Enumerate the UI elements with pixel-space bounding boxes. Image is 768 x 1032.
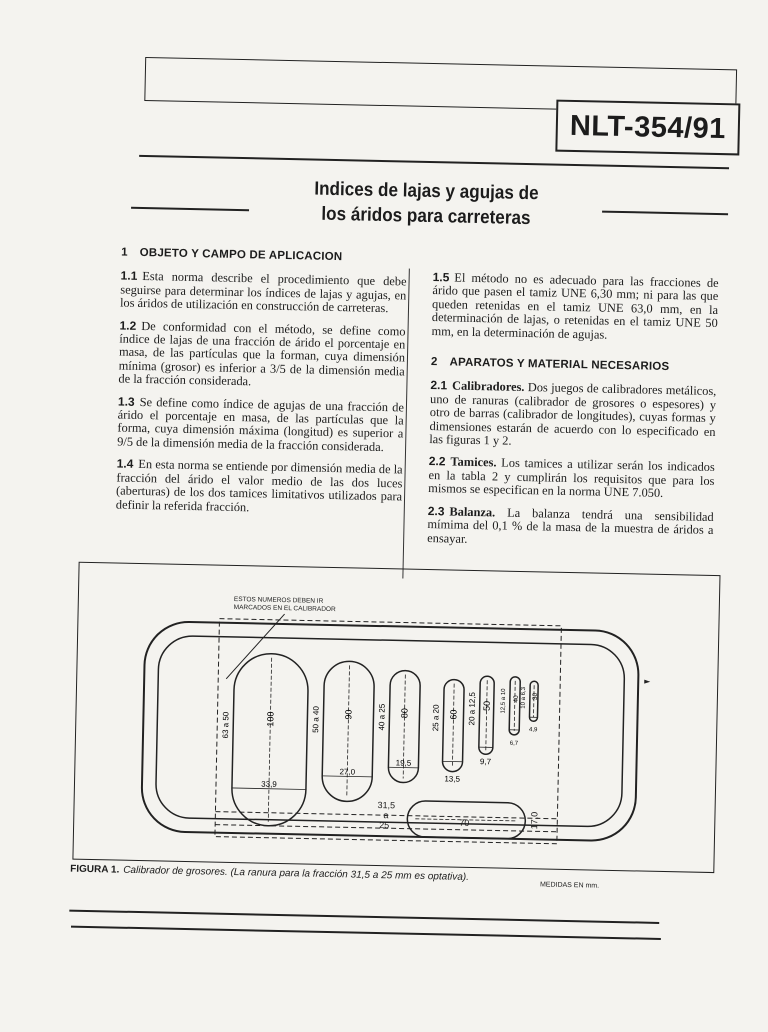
slot-length-label-3: 80 bbox=[399, 708, 409, 718]
paragraph-2-2: 2.2 Tamices. Los tamices a utilizar serán los indicados en la tabla 2 y cumplirán los requisitos que para los mismos se especifican en la norma UNE 7.050. bbox=[428, 455, 715, 501]
section-2-heading: 2 APARATOS Y MATERIAL NECESARIOS bbox=[431, 356, 717, 375]
title-rule-left bbox=[131, 207, 249, 211]
paragraph-1-5: 1.5 El método no es adecuado para las fracciones de árido que pasen el tamiz UNE 6,30 mm; ni para las que queden retenidas en el tamiz UNE 63,0 mm, en la determinación de lajas, o retenidas en el tamiz UNE 50 mm, en la determinación de agujas. bbox=[431, 271, 718, 344]
slot-width-label-1: 33,9 bbox=[261, 780, 277, 789]
slot-width-label-6: 6,7 bbox=[510, 741, 519, 747]
document-code-box bbox=[555, 100, 740, 156]
figure-1-drawing bbox=[74, 564, 716, 869]
slot-width-label-2: 27,0 bbox=[339, 767, 355, 776]
units-note: MEDIDAS EN mm. bbox=[540, 881, 599, 889]
slot-width-label-5: 9,7 bbox=[480, 757, 492, 766]
optional-range-a: 31,5 bbox=[378, 800, 396, 810]
title-rule-right bbox=[602, 211, 728, 215]
caption-text: Calibrador de grosores. (La ranura para la fracción 31,5 a 25 mm es optativa). bbox=[123, 865, 469, 883]
slot-range-label-3: 40 a 25 bbox=[377, 703, 387, 730]
slot-range-label-5: 20 a 12,5 bbox=[467, 691, 477, 725]
optional-range-b: a bbox=[383, 810, 388, 820]
title-rule-top bbox=[139, 155, 729, 169]
figure-note-line-1: ESTOS NUMEROS DEBEN IR bbox=[234, 596, 324, 605]
paragraph-2-3: 2.3 Balanza. La balanza tendrá una sensibilidad mímima del 0,1 % de la masa de la muestra de áridos a ensayar. bbox=[427, 505, 714, 551]
document-code: NLT-354/91 bbox=[570, 109, 727, 145]
slot-length-label-4: 60 bbox=[448, 709, 458, 719]
slot-range-label-1: 63 a 50 bbox=[221, 711, 231, 738]
bottom-rule-2 bbox=[71, 926, 661, 940]
slot-width-label-7: 4,9 bbox=[529, 727, 538, 733]
slot-4 bbox=[442, 679, 464, 771]
slot-range-label-2: 50 a 40 bbox=[311, 706, 321, 733]
right-column bbox=[427, 271, 719, 560]
left-column bbox=[116, 247, 408, 527]
paragraph-1-1: 1.1 Esta norma describe el procedimiento que debe seguirse para determinar los índices de lajas y agujas, en los áridos de utilización en construcción de carreteras. bbox=[120, 270, 407, 316]
optional-slot-length: 70 bbox=[459, 818, 469, 828]
slot-axis-1 bbox=[268, 658, 271, 822]
slot-axis-5 bbox=[486, 680, 487, 750]
bottom-rule-1 bbox=[69, 910, 659, 924]
optional-range-c: 25 bbox=[379, 820, 389, 830]
slot-length-label-6: 40 bbox=[513, 695, 520, 703]
slot-width-label-4: 13,5 bbox=[444, 774, 460, 783]
slot-axis-4 bbox=[452, 684, 454, 768]
optional-slot-width: 17,0 bbox=[529, 812, 539, 830]
slot-length-label-1: 100 bbox=[265, 711, 275, 726]
slot-range-label-6: 12,5 a 10 bbox=[501, 688, 508, 714]
paragraph-1-2: 1.2 De conformidad con el método, se define como índice de lajas de una fracción de árido el porcentaje en masa, de las partículas que la forman, cuya dimensión mínima (grosor) es inferior a 3/5 de la dimensión media de la fracción considerada. bbox=[118, 319, 405, 392]
section-1-heading: 1 OBJETO Y CAMPO DE APLICACION bbox=[121, 247, 407, 266]
paragraph-1-4: 1.4 En esta norma se entiende por dimensión media de la fracción del árido el valor medio de las dos luces (aberturas) de los dos tamices limitativos utilizados para definir la referida fracción. bbox=[116, 458, 403, 518]
paragraph-1-3: 1.3 Se define como índice de agujas de una fracción de árido el porcentaje en masa, de las partículas que la forma, cuya dimensión máxima (longitud) es superior a 9/5 de la dimensión media de la fracción considerada. bbox=[117, 395, 404, 455]
slot-length-label-7: 30 bbox=[532, 692, 539, 700]
slot-range-label-7: 10 a 6,3 bbox=[521, 686, 527, 708]
slot-axis-7 bbox=[533, 685, 534, 717]
slot-axis-2 bbox=[347, 665, 350, 797]
title-line-2: los áridos para carreteras bbox=[273, 201, 579, 232]
slot-length-label-5: 50 bbox=[482, 701, 492, 711]
slot-length-label-2: 90 bbox=[343, 709, 353, 719]
document-title bbox=[273, 176, 580, 232]
slot-axis-6 bbox=[514, 681, 515, 731]
caption-label: FIGURA 1. bbox=[70, 864, 119, 876]
figure-note-line-2: MARCADOS EN EL CALIBRADOR bbox=[234, 604, 336, 613]
slot-width-label-3: 19,5 bbox=[396, 758, 412, 767]
paragraph-2-1: 2.1 Calibradores. Dos juegos de calibradores metálicos, uno de ranuras (calibrador de grosores o espesores) y otro de barras (calibrador de longitudes), cuyas formas y dimensiones estarán de acuerdo con lo especificado en las figuras 1 y 2. bbox=[429, 379, 716, 452]
slot-5 bbox=[479, 676, 495, 754]
slot-range-label-4: 25 a 20 bbox=[431, 704, 441, 731]
arrow-marker-icon bbox=[644, 680, 650, 684]
title-line-1: Indices de lajas y agujas de bbox=[273, 176, 579, 207]
